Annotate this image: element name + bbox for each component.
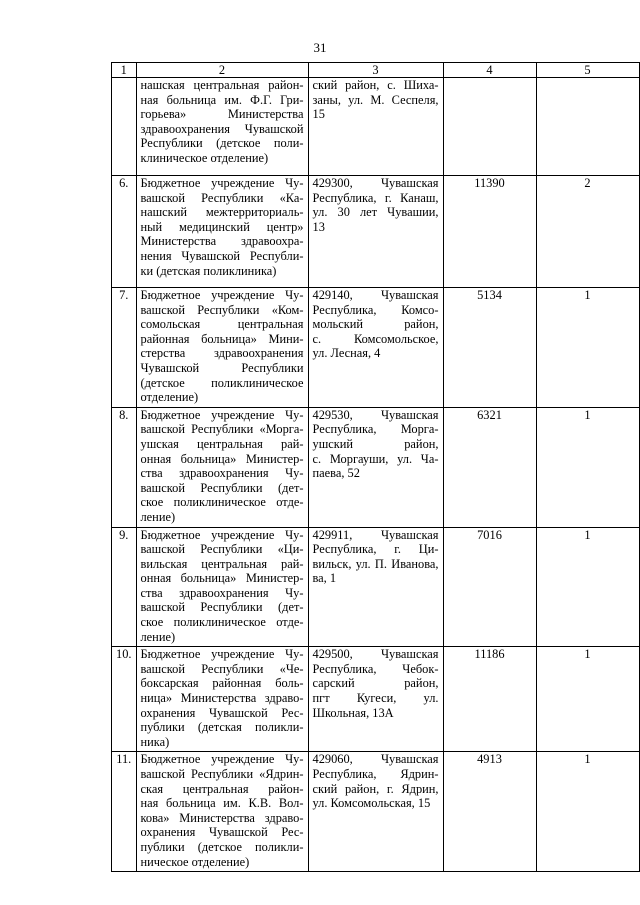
row-number-cell: 10. [112, 647, 137, 752]
row-number-cell: 11. [112, 752, 137, 872]
address-line: 429530, Чувашская [312, 407, 439, 422]
institution-name-line: Бюджетное учреждение Чу- [140, 752, 304, 767]
institution-name-line: ское поликлиническое отде- [140, 495, 304, 510]
institution-name-line: кова» Министерства здраво- [140, 810, 304, 825]
institution-name-line: Бюджетное учреждение Чу- [140, 407, 304, 422]
row-number-cell [112, 78, 137, 176]
address-line: ский район, г. Ядрин, [312, 781, 439, 796]
table-row [112, 647, 640, 752]
address-line: сарский район, [312, 676, 439, 691]
institution-name-line: публики (детская поликли- [140, 720, 304, 735]
institution-name-cell [136, 288, 308, 408]
address-line: ул. 30 лет Чувашии, [312, 205, 439, 220]
children-count-cell: 4913 [443, 752, 536, 872]
institution-name-line: вашской Республики «Ком- [140, 302, 304, 317]
address-cell [308, 288, 443, 408]
row-number-cell: 8. [112, 407, 137, 527]
address-line: ушский район, [312, 436, 439, 451]
address-line: 429500, Чувашская [312, 647, 439, 662]
institution-name-line: нашский межтерриториаль- [140, 205, 304, 220]
institution-name-line: вашской Республики (дет- [140, 600, 304, 615]
institution-name-line: ная больница им. К.В. Вол- [140, 796, 304, 811]
institution-name-cell [136, 647, 308, 752]
institution-name-line: ства здравоохранения Чу- [140, 466, 304, 481]
address-line: ул. Комсомольская, 15 [312, 796, 431, 811]
row-number-cell: 7. [112, 288, 137, 408]
header-cell: 3 [308, 63, 443, 78]
institution-name-line: клиническое отделение) [140, 150, 269, 165]
institution-name-cell [136, 78, 308, 176]
institution-name-line: горьева» Министерства [140, 107, 304, 122]
address-line: заны, ул. М. Сеспеля, [312, 92, 439, 107]
address-line: 429060, Чувашская [312, 752, 439, 767]
address-cell [308, 647, 443, 752]
institution-name-line: ства здравоохранения Чу- [140, 585, 304, 600]
table-row [112, 407, 640, 527]
address-line: 15 [312, 107, 325, 122]
unit-count-cell: 1 [536, 288, 639, 408]
address-line: Республика, Чебок- [312, 661, 439, 676]
institution-name-line: охранения Чувашской Рес- [140, 825, 304, 840]
table-row [112, 288, 640, 408]
unit-count-cell: 2 [536, 176, 639, 288]
institution-name-line: ника) [140, 734, 170, 749]
institution-name-line: онная больница» Министер- [140, 571, 304, 586]
address-line: 429911, Чувашская [312, 527, 439, 542]
table-row [112, 752, 640, 872]
address-cell [308, 176, 443, 288]
institution-name-line: публики (детское поликли- [140, 839, 304, 854]
institution-name-line: стерства здравоохранения [140, 346, 304, 361]
address-line: пгт Кугеси, ул. [312, 691, 439, 706]
table-header-row [112, 63, 640, 78]
address-line: ва, 1 [312, 571, 337, 586]
address-line: ский район, с. Шиха- [312, 78, 439, 92]
children-count-cell: 11186 [443, 647, 536, 752]
address-cell [308, 527, 443, 647]
address-line: мольский район, [312, 317, 439, 332]
unit-count-cell: 1 [536, 527, 639, 647]
address-line: Республика, Ядрин- [312, 767, 439, 781]
header-cell: 2 [136, 63, 308, 78]
address-line: Республика, Комсо- [312, 302, 439, 317]
institution-name-line: ки (детская поликлиника) [140, 263, 277, 278]
children-count-cell: 11390 [443, 176, 536, 288]
institution-name-line: вашской Республики «Ка- [140, 190, 304, 205]
institution-name-line: вашской Республики «Морга- [140, 422, 304, 437]
address-line: Республика, г. Канаш, [312, 190, 439, 205]
address-line: Школьная, 13А [312, 705, 394, 720]
address-cell [308, 407, 443, 527]
institution-name-cell [136, 527, 308, 647]
institution-name-line: охранения Чувашской Рес- [140, 705, 304, 720]
address-cell [308, 78, 443, 176]
unit-count-cell: 1 [536, 647, 639, 752]
address-line: ул. Лесная, 4 [312, 346, 381, 361]
institution-name-line: Республики (детское поли- [140, 136, 304, 151]
children-count-cell [443, 78, 536, 176]
address-line: 429300, Чувашская [312, 176, 439, 190]
institution-name-line: Министерства здравоохра- [140, 234, 304, 249]
institution-name-line: нения Чувашской Республи- [140, 248, 304, 263]
institutions-table [111, 62, 640, 872]
address-line: с. Моргауши, ул. Ча- [312, 451, 439, 466]
institution-name-line: Чувашской Республики [140, 360, 304, 375]
row-number-cell: 6. [112, 176, 137, 288]
address-cell [308, 752, 443, 872]
header-cell: 5 [536, 63, 639, 78]
institution-name-line: Бюджетное учреждение Чу- [140, 647, 304, 662]
institution-name-line: здравоохранения Чувашской [140, 121, 304, 136]
institution-name-line: вашской Республики «Ядрин- [140, 767, 304, 781]
institution-name-line: Бюджетное учреждение Чу- [140, 288, 304, 302]
address-line: паева, 52 [312, 466, 360, 481]
institution-name-line: вильская центральная рай- [140, 556, 304, 571]
institution-name-line: Бюджетное учреждение Чу- [140, 527, 304, 542]
page-number: 31 [313, 40, 327, 55]
address-line: Республика, г. Ци- [312, 542, 439, 557]
address-line: вильск, ул. П. Иванова, [312, 556, 439, 571]
institution-name-line: вашской Республики «Ци- [140, 542, 304, 557]
institution-name-line: боксарская районная боль- [140, 676, 304, 691]
institution-name-line: сомольская центральная [140, 317, 304, 332]
institution-name-line: (детское поликлиническое [140, 375, 304, 390]
children-count-cell: 7016 [443, 527, 536, 647]
table-row [112, 527, 640, 647]
institution-name-line: ское поликлиническое отде- [140, 615, 304, 630]
institution-name-line: ный медицинский центр» [140, 219, 304, 234]
address-line: 429140, Чувашская [312, 288, 439, 302]
institution-name-line: нашская центральная район- [140, 78, 304, 92]
unit-count-cell [536, 78, 639, 176]
institution-name-line: районная больница» Мини- [140, 331, 304, 346]
table-row [112, 78, 640, 176]
institution-name-line: вашской Республики (дет- [140, 480, 304, 495]
children-count-cell: 6321 [443, 407, 536, 527]
address-line: 13 [312, 219, 325, 234]
institution-name-line: ушская центральная рай- [140, 436, 304, 451]
institution-name-line: ническое отделение) [140, 854, 250, 869]
unit-count-cell: 1 [536, 752, 639, 872]
institution-name-cell [136, 176, 308, 288]
institution-name-line: ница» Министерства здраво- [140, 691, 304, 706]
unit-count-cell: 1 [536, 407, 639, 527]
address-line: с. Комсомольское, [312, 331, 439, 346]
header-cell: 4 [443, 63, 536, 78]
table-row [112, 176, 640, 288]
institution-name-line: вашской Республики «Че- [140, 661, 304, 676]
institution-name-cell [136, 407, 308, 527]
institution-name-line: онная больница» Министер- [140, 451, 304, 466]
institution-name-line: ление) [140, 509, 176, 524]
address-line: Республика, Морга- [312, 422, 439, 437]
header-cell: 1 [112, 63, 137, 78]
children-count-cell: 5134 [443, 288, 536, 408]
institution-name-line: ление) [140, 629, 176, 644]
institution-name-line: ская центральная район- [140, 781, 304, 796]
institution-name-line: Бюджетное учреждение Чу- [140, 176, 304, 190]
institution-name-line: отделение) [140, 390, 199, 405]
institution-name-line: ная больница им. Ф.Г. Гри- [140, 92, 304, 107]
row-number-cell: 9. [112, 527, 137, 647]
institution-name-cell [136, 752, 308, 872]
